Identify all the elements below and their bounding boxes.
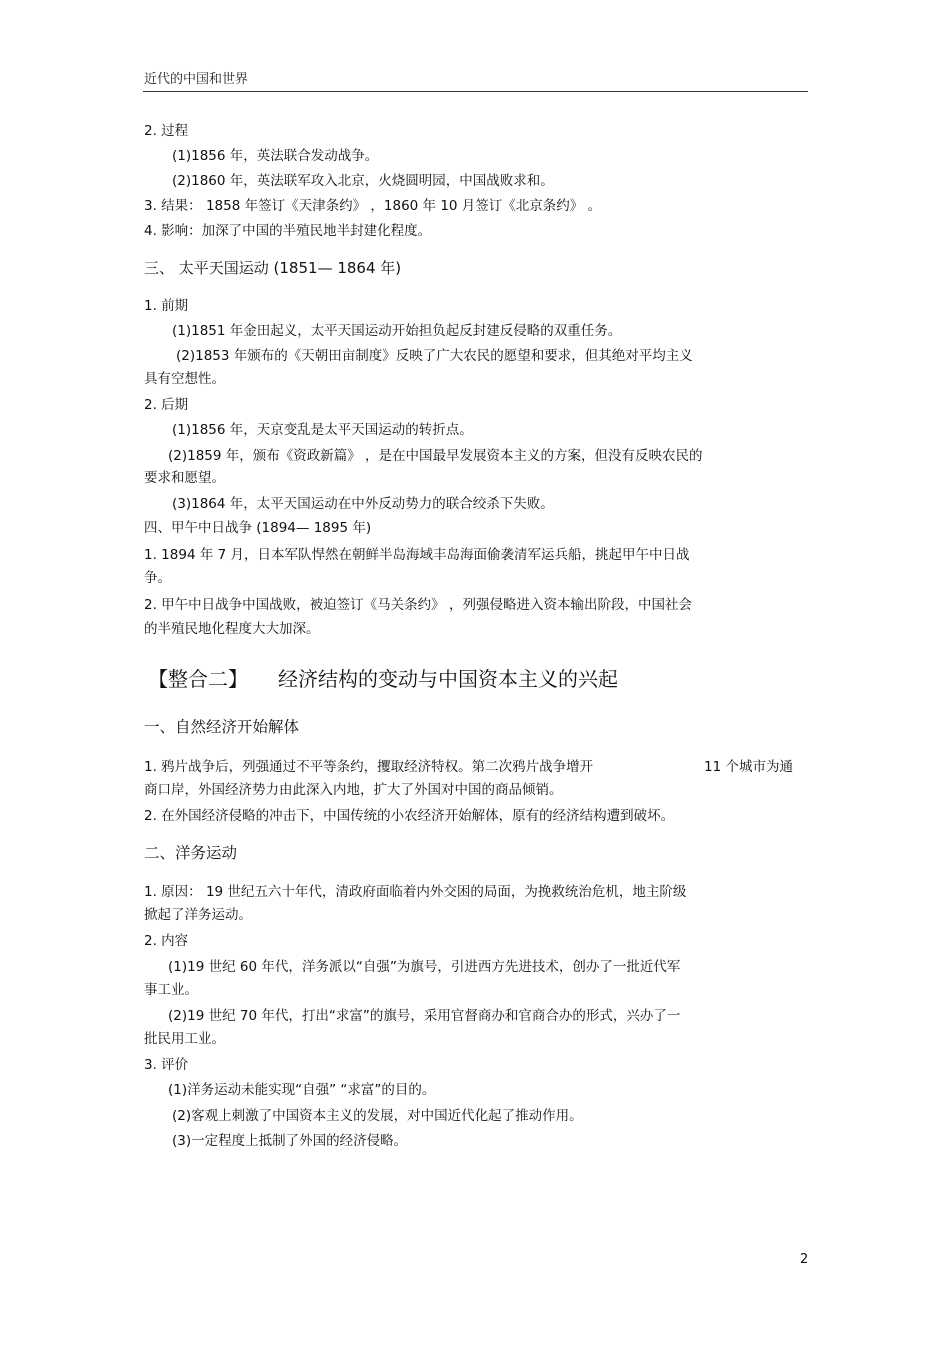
- text-line: 商口岸，外国经济势力由此深入内地，扩大了外国对中国的商品倾销。: [144, 782, 563, 798]
- text-line: (2)19 世纪 70 年代，打出“求富”的旗号，采用官督商办和官商合办的形式，兴办了一: [168, 1008, 681, 1024]
- text-line: 具有空想性。: [144, 371, 225, 387]
- page-header-title: 近代的中国和世界: [144, 72, 249, 87]
- section-heading: 四、甲午中日战争 (1894— 1895 年): [144, 520, 372, 536]
- text-line: 2. 在外国经济侵略的冲击下，中国传统的小农经济开始解体，原有的经济结构遭到破坏。: [144, 808, 675, 824]
- text-line: 掀起了洋务运动。: [144, 907, 252, 923]
- text-line: 11 个城市为通: [704, 759, 793, 775]
- text-line: (3)一定程度上抵制了外国的经济侵略。: [172, 1133, 408, 1149]
- text-line: (1)19 世纪 60 年代，洋务派以“自强”为旗号，引进西方先进技术，创办了一批近代军: [168, 959, 681, 975]
- text-line: 1. 鸦片战争后，列强通过不平等条约，攫取经济特权。第二次鸦片战争增开: [144, 759, 594, 775]
- text-line: 2. 后期: [144, 397, 189, 413]
- text-line: 2. 甲午中日战争中国战败，被迫签订《马关条约》 ，列强侵略进入资本输出阶段，中国社会: [144, 597, 692, 613]
- text-line: (1)1856 年，天京变乱是太平天国运动的转折点。: [172, 422, 473, 438]
- text-line: (3)1864 年，太平天国运动在中外反动势力的联合绞杀下失败。: [172, 496, 554, 512]
- text-line: 2. 过程: [144, 123, 189, 139]
- section-heading: 一、自然经济开始解体: [144, 718, 300, 736]
- text-line: (1)洋务运动未能实现“自强” “求富”的目的。: [168, 1082, 436, 1098]
- text-line: (1)1856 年，英法联合发动战争。: [172, 148, 379, 164]
- text-line: 1. 原因： 19 世纪五六十年代，清政府面临着内外交困的局面，为挽救统治危机，地主阶级: [144, 884, 687, 900]
- section-heading: 三、 太平天国运动 (1851— 1864 年): [144, 259, 402, 277]
- text-line: 4. 影响：加深了中国的半殖民地半封建化程度。: [144, 223, 432, 239]
- page-number: 2: [800, 1252, 809, 1267]
- text-line: 3. 结果： 1858 年签订《天津条约》 ，1860 年 10 月签订《北京条约》 。: [144, 198, 602, 214]
- text-line: 要求和愿望。: [144, 470, 225, 486]
- text-line: 批民用工业。: [144, 1031, 225, 1047]
- text-line: 的半殖民地化程度大大加深。: [144, 621, 320, 637]
- text-line: 1. 前期: [144, 298, 189, 314]
- chapter-title: 经济结构的变动与中国资本主义的兴起: [278, 667, 618, 691]
- text-line: (1)1851 年金田起义，太平天国运动开始担负起反封建反侵略的双重任务。: [172, 323, 622, 339]
- text-line: (2)1859 年，颁布《资政新篇》 ，是在中国最早发展资本主义的方案，但没有反映农民的: [168, 448, 703, 464]
- text-line: 事工业。: [144, 982, 198, 998]
- section-heading: 二、洋务运动: [144, 844, 238, 862]
- text-line: (2)1860 年，英法联军攻入北京，火烧圆明园，中国战败求和。: [172, 173, 554, 189]
- text-line: 3. 评价: [144, 1057, 189, 1073]
- text-line: 1. 1894 年 7 月，日本军队悍然在朝鲜半岛海域丰岛海面偷袭清军运兵船，挑起甲午中日战: [144, 547, 690, 563]
- text-line: (2)1853 年颁布的《天朝田亩制度》反映了广大农民的愿望和要求，但其绝对平均主义: [176, 348, 693, 364]
- text-line: (2)客观上刺激了中国资本主义的发展，对中国近代化起了推动作用。: [172, 1108, 583, 1124]
- chapter-tag: 【整合二】: [148, 667, 248, 691]
- text-line: 争。: [144, 570, 171, 586]
- text-line: 2. 内容: [144, 933, 189, 949]
- header-rule: [143, 91, 808, 92]
